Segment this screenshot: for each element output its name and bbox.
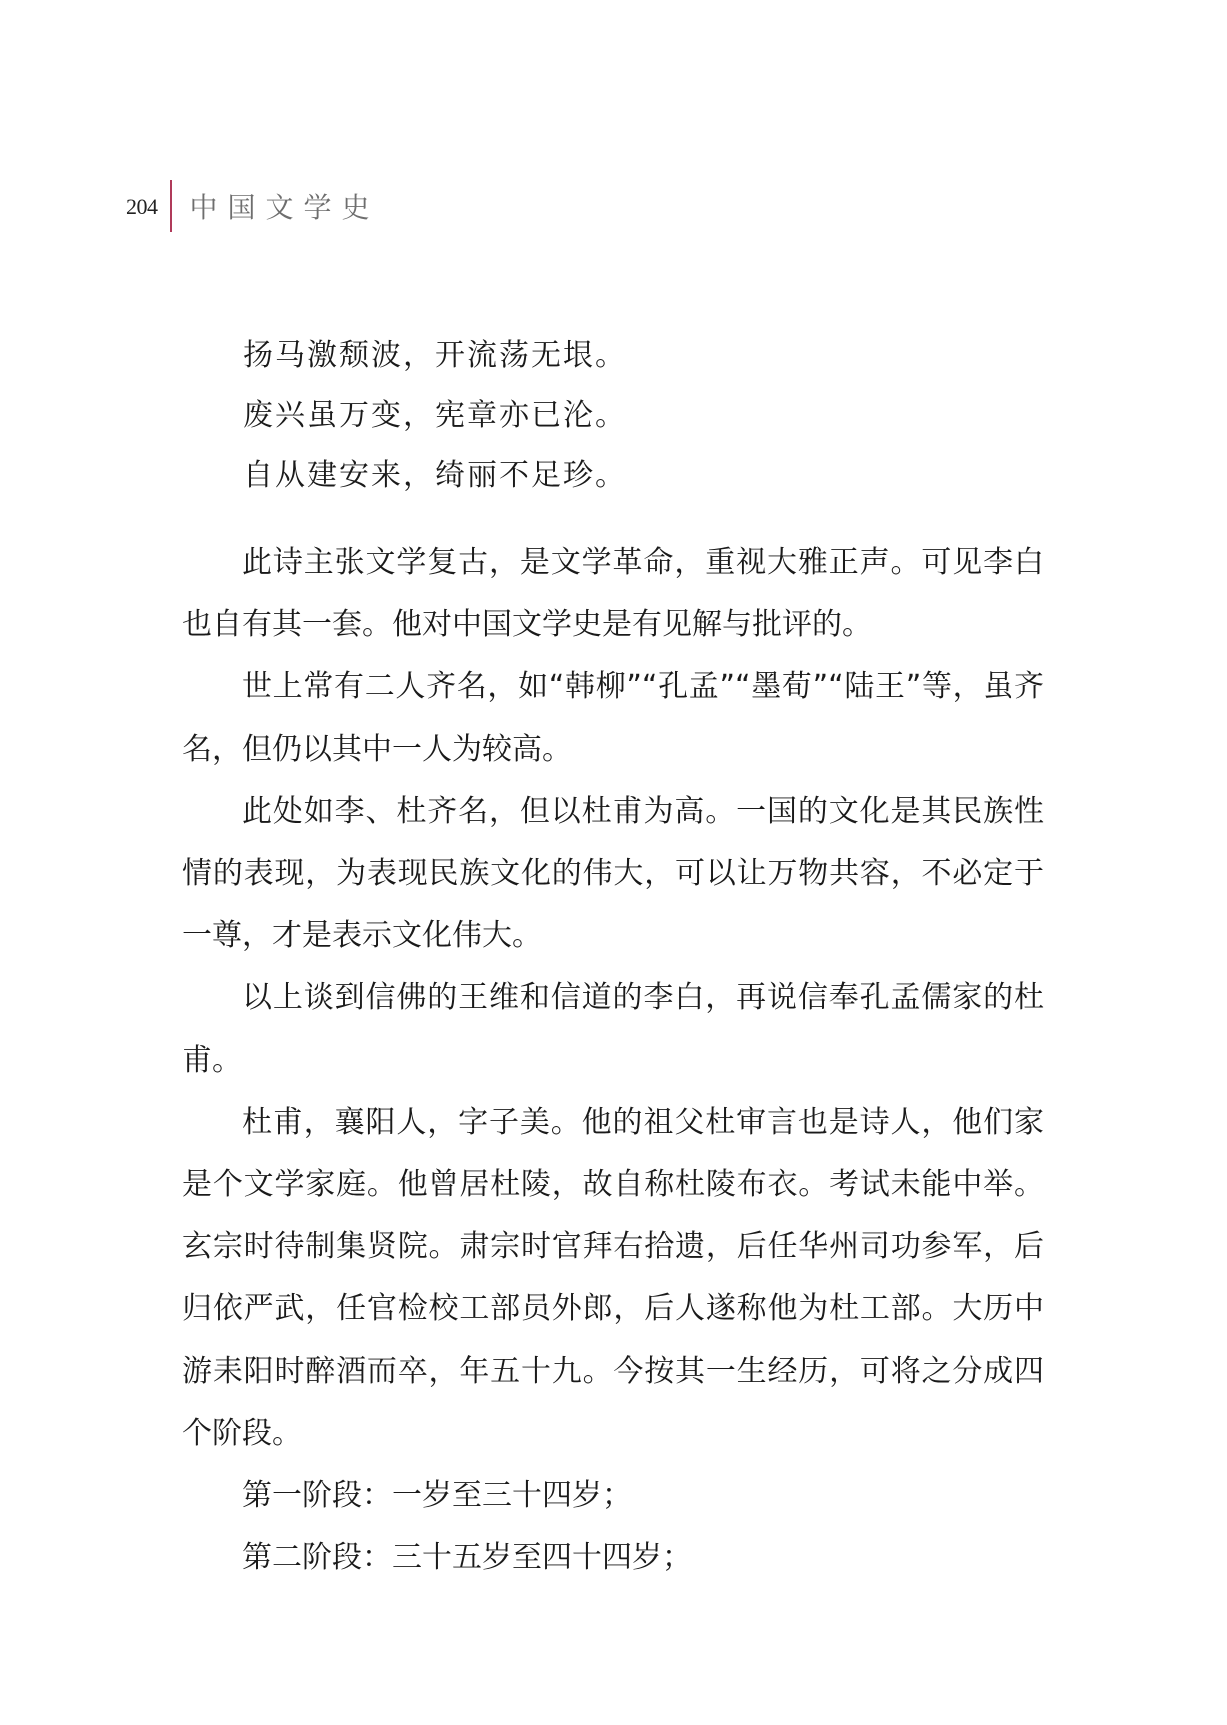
- poem-quote: [243, 326, 627, 506]
- paragraph: 此处如李、杜齐名，但以杜甫为高。一国的文化是其民族性情的表现，为表现民族文化的伟大，可以让万物共容，不必定于一尊，才是表示文化伟大。: [182, 793, 1044, 954]
- poem-line: 自从建安来，绮丽不足珍。: [243, 458, 627, 493]
- paragraph: 此诗主张文学复古，是文学革命，重视大雅正声。可见李白也自有其一套。他对中国文学史是有见解与批评的。: [182, 545, 1044, 643]
- page-number: 204: [126, 194, 158, 219]
- poem-line: 废兴虽万变，宪章亦已沦。: [243, 398, 627, 433]
- paragraph: 杜甫，襄阳人，字子美。他的祖父杜审言也是诗人，他们家是个文学家庭。他曾居杜陵，故自称杜陵布衣。考试未能中举。玄宗时待制集贤院。肃宗时官拜右拾遗，后任华州司功参军，后归依严武，任官检校工部员外郎，后人遂称他为杜工部。大历中游耒阳时醉酒而卒，年五十九。今按其一生经历，可将之分成四个阶段。: [182, 1104, 1044, 1451]
- header-divider: [170, 180, 172, 232]
- running-head: [126, 180, 380, 232]
- stage-item: 第二阶段：三十五岁至四十四岁；: [242, 1540, 692, 1576]
- body-text: [182, 532, 1044, 1589]
- poem-line: 扬马激颓波，开流荡无垠。: [243, 338, 627, 373]
- paragraph: 以上谈到信佛的王维和信道的李白，再说信奉孔孟儒家的杜甫。: [182, 980, 1044, 1078]
- paragraph: 世上常有二人齐名，如“韩柳”“孔孟”“墨荀”“陆王”等，虽齐名，但仍以其中一人为较高。: [182, 669, 1044, 767]
- book-title: 中国文学史: [189, 191, 380, 224]
- stage-item: 第一阶段：一岁至三十四岁；: [242, 1478, 632, 1514]
